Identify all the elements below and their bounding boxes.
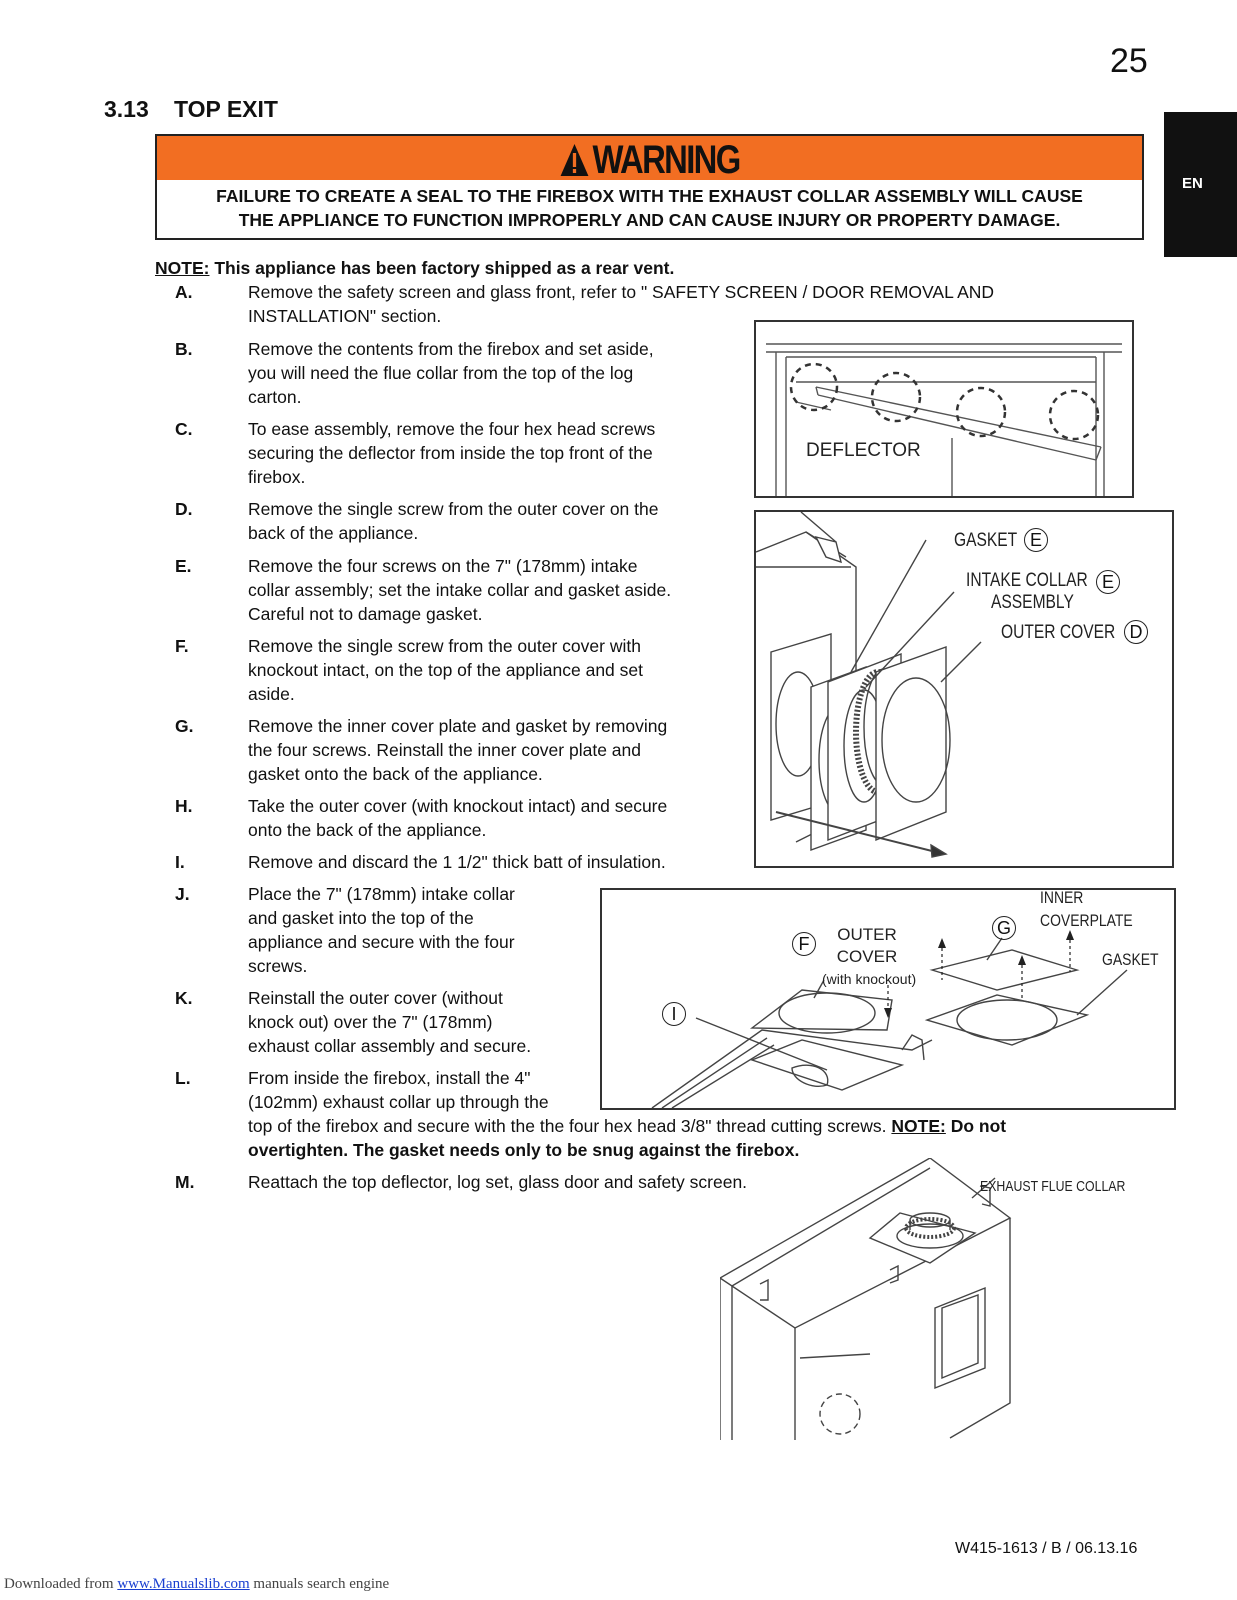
step-line: INSTALLATION" section. xyxy=(248,306,442,326)
step-line: Reattach the top deflector, log set, glass door and safety screen. xyxy=(248,1172,748,1192)
warning-line-2: THE APPLIANCE TO FUNCTION IMPROPERLY AND CAN CAUSE INJURY OR PROPERTY DAMAGE. xyxy=(238,210,1061,230)
step-line: Careful not to damage gasket. xyxy=(248,604,483,624)
inner-coverplate-label-1: INNER xyxy=(1040,888,1084,907)
step-line: screws. xyxy=(248,956,308,976)
outer-cover-knockout-line-1: OUTER xyxy=(837,925,897,944)
step-letter: C. xyxy=(175,419,193,439)
step-line: Reinstall the outer cover (without xyxy=(248,988,503,1008)
step-letter: J. xyxy=(175,884,190,904)
step-line: Place the 7" (178mm) intake collar xyxy=(248,884,515,904)
step-letter: F. xyxy=(175,636,189,656)
language-tab: EN xyxy=(1164,112,1237,257)
step-line xyxy=(248,1114,1128,1138)
deflector-figure xyxy=(754,320,1134,498)
section-number: 3.13 xyxy=(104,96,149,122)
step-line: From inside the firebox, install the 4" xyxy=(248,1068,531,1088)
step-line: exhaust collar assembly and secure. xyxy=(248,1036,532,1056)
step-letter: D. xyxy=(175,499,193,519)
intake-collar-label-wrap xyxy=(966,570,1115,614)
step-line-text: top of the firebox and secure with the the four hex head 3/8" thread cutting screws. xyxy=(248,1116,892,1136)
step-letter: K. xyxy=(175,988,193,1008)
step-line: To ease assembly, remove the four hex head screws xyxy=(248,419,656,439)
step-line: knockout intact, on the top of the appliance and set xyxy=(248,660,643,680)
outer-cover-knockout-line-2: COVER xyxy=(836,947,898,966)
step-line: Remove the single screw from the outer cover with xyxy=(248,636,641,656)
step-line: Remove and discard the 1 1/2" thick batt of insulation. xyxy=(248,852,666,872)
step-line: onto the back of the appliance. xyxy=(248,820,487,840)
step-letter: B. xyxy=(175,339,193,359)
step-line: back of the appliance. xyxy=(248,523,419,543)
inner-coverplate-label-wrap xyxy=(1040,886,1153,932)
warning-box xyxy=(155,134,1144,240)
outer-cover-knockout-ref: F xyxy=(792,932,816,956)
rear-gasket-label-wrap xyxy=(954,530,1031,552)
download-suffix: manuals search engine xyxy=(249,1576,390,1592)
warning-line-1: FAILURE TO CREATE A SEAL TO THE FIREBOX WITH THE EXHAUST COLLAR ASSEMBLY WILL CAUSE xyxy=(216,186,1083,206)
step-line: the four screws. Reinstall the inner cover plate and xyxy=(248,740,641,760)
outer-cover-knockout-label xyxy=(822,924,917,990)
step-line: collar assembly; set the intake collar and gasket aside. xyxy=(248,580,672,600)
step-line: firebox. xyxy=(248,467,306,487)
exhaust-flue-label-wrap xyxy=(980,1178,1157,1195)
rear-assembly-drawing xyxy=(756,512,1172,866)
step-letter: L. xyxy=(175,1068,191,1088)
step-line: aside. xyxy=(248,684,295,704)
rear-gasket-label: GASKET xyxy=(954,530,1018,551)
step-note-text-a: Do not xyxy=(945,1116,1007,1136)
step-note-text-b: overtighten. The gasket needs only to be snug against the firebox. xyxy=(248,1140,800,1160)
intake-collar-ref: E xyxy=(1096,570,1120,594)
note xyxy=(155,258,674,279)
step-line: you will need the flue collar from the top of the log xyxy=(248,363,634,383)
warning-triangle-icon xyxy=(560,143,590,177)
note-label: NOTE: xyxy=(155,258,210,278)
deflector-label: DEFLECTOR xyxy=(806,440,921,461)
download-notice xyxy=(4,1576,389,1593)
intake-collar-label-1: INTAKE COLLAR xyxy=(966,570,1088,591)
inner-coverplate-label-2: COVERPLATE xyxy=(1040,911,1133,930)
step-text xyxy=(248,1170,747,1194)
step-line: gasket onto the back of the appliance. xyxy=(248,764,543,784)
download-prefix: Downloaded from xyxy=(4,1576,118,1592)
exhaust-flue-drawing xyxy=(720,1158,1030,1440)
step-line: knock out) over the 7" (178mm) xyxy=(248,1012,493,1032)
exhaust-flue-label: EXHAUST FLUE COLLAR xyxy=(980,1178,1126,1195)
step-line: Take the outer cover (with knockout intact) and secure xyxy=(248,796,668,816)
intake-collar-label-2: ASSEMBLY xyxy=(991,592,1074,613)
warning-band xyxy=(157,136,1142,180)
rear-exit-figure xyxy=(754,510,1174,868)
deflector-drawing xyxy=(756,322,1132,496)
step-text xyxy=(248,417,655,489)
step-text xyxy=(248,850,666,874)
step-letter: E. xyxy=(175,556,192,576)
step-line: carton. xyxy=(248,387,302,407)
section-title: TOP EXIT xyxy=(174,96,278,122)
step-text xyxy=(248,497,658,545)
step-line: securing the deflector from inside the top front of the xyxy=(248,443,653,463)
step-text xyxy=(248,882,515,978)
step-line: Remove the single screw from the outer cover on the xyxy=(248,499,659,519)
step-note-label: NOTE: xyxy=(891,1116,946,1136)
step-text xyxy=(248,794,667,842)
step-line: Remove the contents from the firebox and set aside, xyxy=(248,339,654,359)
step-text xyxy=(248,714,667,786)
step-letter: M. xyxy=(175,1172,195,1192)
note-text: This appliance has been factory shipped as a rear vent. xyxy=(209,258,675,278)
step-letter: I. xyxy=(175,852,185,872)
top-gasket-label-wrap xyxy=(1102,950,1171,970)
inner-coverplate-ref: G xyxy=(992,916,1016,940)
warning-title: WARNING xyxy=(592,138,740,182)
step-line: and gasket into the top of the xyxy=(248,908,474,928)
top-gasket-label: GASKET xyxy=(1102,950,1159,969)
warning-title-wrap xyxy=(560,138,740,183)
top-covers-figure xyxy=(600,888,1176,1110)
step-line: Remove the four screws on the 7" (178mm) intake xyxy=(248,556,638,576)
step-line: appliance and secure with the four xyxy=(248,932,515,952)
outer-cover-label: OUTER COVER xyxy=(1001,622,1116,643)
warning-text xyxy=(157,184,1142,232)
step-text xyxy=(248,337,654,409)
manualslib-link[interactable]: www.Manualslib.com xyxy=(117,1576,250,1592)
insulation-ref: I xyxy=(662,1002,686,1026)
step-line: Remove the inner cover plate and gasket by removing xyxy=(248,716,668,736)
page-number: 25 xyxy=(1110,42,1148,80)
outer-cover-knockout-line-3: (with knockout) xyxy=(822,971,917,987)
step-letter: H. xyxy=(175,796,193,816)
step-line: Remove the safety screen and glass front, refer to " SAFETY SCREEN / DOOR REMOVAL AND xyxy=(248,282,995,302)
step-text xyxy=(248,554,671,626)
document-code: W415-1613 / B / 06.13.16 xyxy=(955,1540,1138,1557)
outer-cover-ref: D xyxy=(1124,620,1148,644)
section-heading xyxy=(104,96,278,123)
step-letter: G. xyxy=(175,716,194,736)
step-line: (102mm) exhaust collar up through the xyxy=(248,1092,549,1112)
step-letter: A. xyxy=(175,282,193,302)
outer-cover-label-wrap xyxy=(1001,622,1140,644)
step-text xyxy=(248,986,531,1058)
step-text xyxy=(248,634,643,706)
rear-gasket-ref: E xyxy=(1024,528,1048,552)
